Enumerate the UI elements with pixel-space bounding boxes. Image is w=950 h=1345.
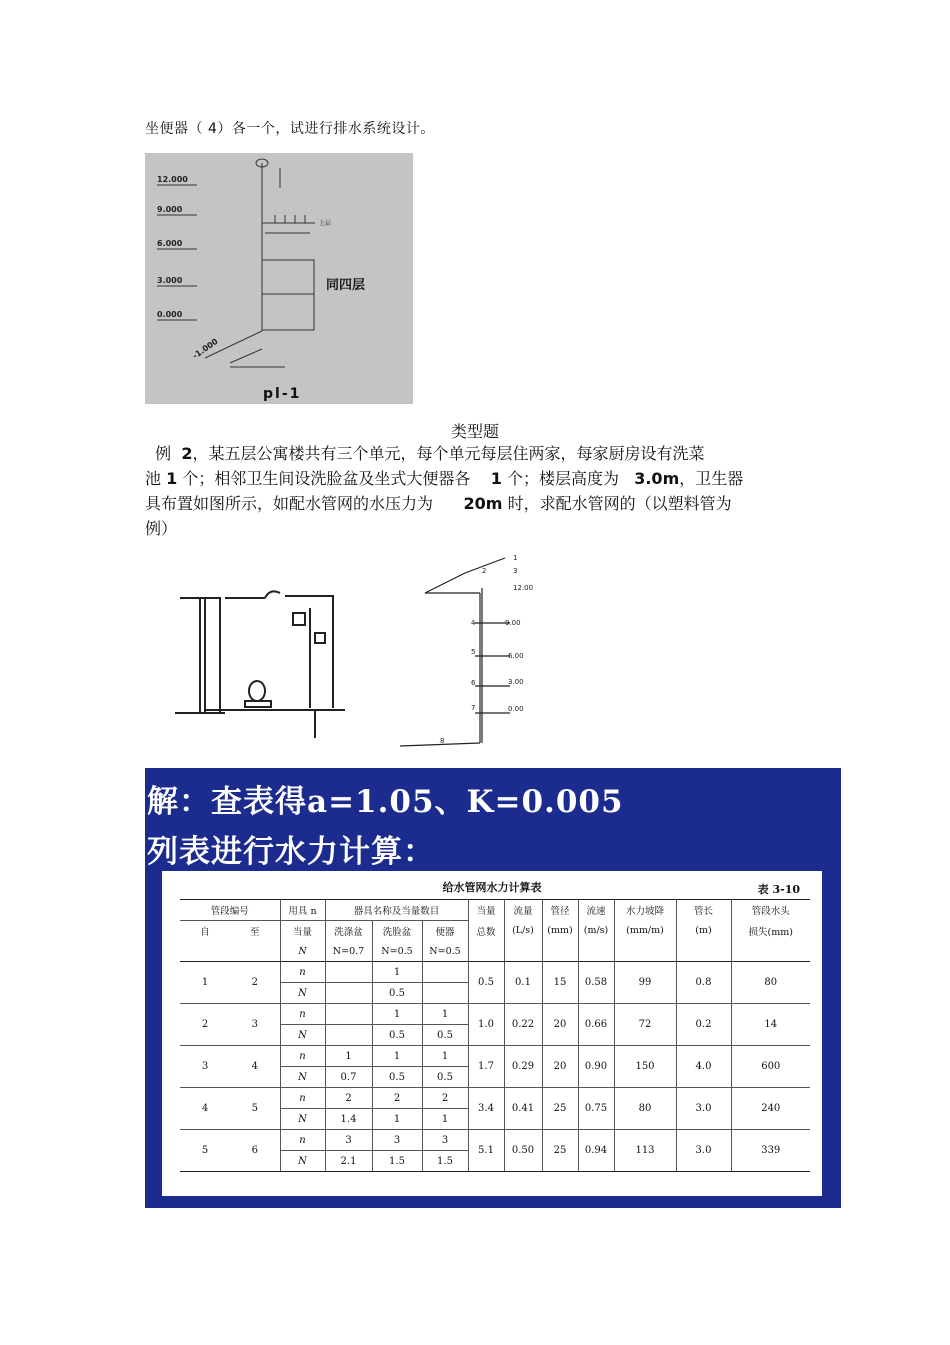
cell-vel: 0.66 — [578, 1004, 614, 1046]
problem-text-part: 个；楼层高度为 — [506, 469, 619, 488]
cell-basin-N: 0.5 — [372, 1067, 422, 1088]
slide-title: 解：查表得a=1.05、K=0.005 — [147, 784, 624, 820]
cell-sink-N — [325, 1025, 372, 1046]
th-loss: 管段水头 — [731, 900, 810, 921]
table-row — [180, 1088, 810, 1109]
problem-text-part: 1 — [166, 469, 178, 488]
cell-total: 3.4 — [468, 1088, 504, 1130]
cell-sink-N: 2.1 — [325, 1151, 372, 1172]
cell-toilet-n: 2 — [422, 1088, 468, 1109]
th-vel: 流速 — [578, 900, 614, 921]
section-heading: 类型题 — [450, 422, 499, 441]
cell-sink-N: 0.7 — [325, 1067, 372, 1088]
problem-text-part: ，某五层公寓楼共有三个单元，每个单元每层住两家，每家厨房设有洗菜 — [192, 444, 705, 463]
th-basin-n: N=0.5 — [372, 941, 422, 962]
cell-vel: 0.58 — [578, 962, 614, 1004]
cell-sink-n — [325, 1004, 372, 1025]
cell-to: 5 — [230, 1088, 280, 1130]
cell-slope: 113 — [614, 1130, 676, 1172]
cell-toilet-N: 1 — [422, 1109, 468, 1130]
th-to: 至 — [230, 921, 280, 942]
cell-N: N — [280, 1025, 325, 1046]
table-row — [180, 962, 810, 983]
cell-from: 5 — [180, 1130, 230, 1172]
cell-toilet-n: 1 — [422, 1046, 468, 1067]
drainage-riser-drawing — [145, 153, 413, 404]
cell-dia: 20 — [542, 1046, 578, 1088]
th-dia: 管径 — [542, 900, 578, 921]
problem-text-part: 例） — [145, 519, 178, 538]
cell-toilet-n: 3 — [422, 1130, 468, 1151]
cell-to: 6 — [230, 1130, 280, 1172]
cell-len: 4.0 — [676, 1046, 731, 1088]
same-floor-label: 同四层 — [326, 278, 366, 293]
level-label: 3.000 — [157, 276, 183, 285]
level-label: 3.00 — [508, 678, 524, 686]
level-label: 12.000 — [157, 175, 188, 184]
cell-vel: 0.75 — [578, 1088, 614, 1130]
cell-total: 1.7 — [468, 1046, 504, 1088]
cell-flow: 0.29 — [504, 1046, 542, 1088]
table-row — [180, 1004, 810, 1025]
cell-from: 2 — [180, 1004, 230, 1046]
problem-text-part: 1 — [490, 469, 502, 488]
th-from: 自 — [180, 921, 230, 942]
cell-dia: 25 — [542, 1130, 578, 1172]
supply-riser-drawing — [395, 548, 550, 753]
th-equiv-sym: N — [280, 941, 325, 962]
bathroom-plan-figure — [175, 548, 365, 748]
th-sink: 洗涤盆 — [325, 921, 372, 942]
problem-text-part: 20m — [463, 494, 503, 513]
cell-toilet-N: 1.5 — [422, 1151, 468, 1172]
problem-text-part: 具布置如图所示，如配水管网的水压力为 — [145, 494, 434, 513]
cell-flow: 0.1 — [504, 962, 542, 1004]
cell-dia: 20 — [542, 1004, 578, 1046]
cell-sink-n: 1 — [325, 1046, 372, 1067]
level-label: 0.00 — [508, 705, 524, 713]
cell-n: n — [280, 962, 325, 983]
cell-loss: 339 — [731, 1130, 810, 1172]
cell-flow: 0.41 — [504, 1088, 542, 1130]
th-sink-n: N=0.7 — [325, 941, 372, 962]
th-len: 管长 — [676, 900, 731, 921]
cell-basin-n: 1 — [372, 1004, 422, 1025]
cell-basin-N: 0.5 — [372, 1025, 422, 1046]
cell-toilet-n: 1 — [422, 1004, 468, 1025]
cell-N: N — [280, 1151, 325, 1172]
problem-text-part: 2 — [181, 444, 193, 463]
th-toilet: 便器 — [422, 921, 468, 942]
upper-floor-label: 上层 — [319, 220, 332, 227]
level-label: 6.000 — [157, 239, 183, 248]
node-label: 2 — [482, 567, 487, 575]
solution-slide — [145, 768, 841, 1208]
th-equiv: 当量 — [280, 921, 325, 942]
drainage-riser-figure — [145, 153, 413, 404]
level-label: 9.000 — [157, 205, 183, 214]
cell-sink-n: 2 — [325, 1088, 372, 1109]
cell-loss: 240 — [731, 1088, 810, 1130]
cell-toilet-N: 0.5 — [422, 1025, 468, 1046]
pipe-label: pl-1 — [263, 386, 302, 402]
node-label: 4 — [471, 619, 476, 627]
problem-text-part: 池 — [145, 469, 162, 488]
cell-total: 5.1 — [468, 1130, 504, 1172]
cell-flow: 0.50 — [504, 1130, 542, 1172]
cell-len: 3.0 — [676, 1130, 731, 1172]
table-row — [180, 1130, 810, 1151]
hydraulic-calc-table — [180, 899, 810, 1172]
cell-total: 0.5 — [468, 962, 504, 1004]
th-flow: 流量 — [504, 900, 542, 921]
cell-n: n — [280, 1130, 325, 1151]
level-label: 9.00 — [505, 619, 521, 627]
level-label: -1.000 — [190, 336, 220, 361]
th-basin: 洗脸盆 — [372, 921, 422, 942]
cell-slope: 99 — [614, 962, 676, 1004]
slide-subtitle: 列表进行水力计算： — [147, 834, 435, 870]
th-dia-2: (mm) — [542, 921, 578, 942]
cell-n: n — [280, 1004, 325, 1025]
cell-vel: 0.94 — [578, 1130, 614, 1172]
cell-basin-N: 0.5 — [372, 983, 422, 1004]
level-label: 12.00 — [513, 584, 534, 592]
th-toilet-n: N=0.5 — [422, 941, 468, 962]
calc-table-panel — [162, 871, 822, 1196]
cell-len: 0.8 — [676, 962, 731, 1004]
cell-toilet-n — [422, 962, 468, 983]
th-slope: 水力坡降 — [614, 900, 676, 921]
problem-text-part: ，卫生器 — [679, 469, 744, 488]
cell-n: n — [280, 1046, 325, 1067]
th-len-2: (m) — [676, 921, 731, 942]
th-flow-2: (L/s) — [504, 921, 542, 942]
cell-basin-N: 1.5 — [372, 1151, 422, 1172]
problem-text-part: 个；相邻卫生间设洗脸盆及坐式大便器各 — [182, 469, 471, 488]
node-label: 7 — [471, 704, 476, 712]
th-fixture: 用具 n — [280, 900, 325, 921]
problem-text — [145, 441, 825, 541]
cell-N: N — [280, 1067, 325, 1088]
cell-to: 4 — [230, 1046, 280, 1088]
cell-loss: 600 — [731, 1046, 810, 1088]
cell-basin-N: 1 — [372, 1109, 422, 1130]
cell-sink-N: 1.4 — [325, 1109, 372, 1130]
bathroom-plan-drawing — [175, 548, 365, 748]
th-total: 当量 — [468, 900, 504, 921]
cell-N: N — [280, 1109, 325, 1130]
cell-dia: 15 — [542, 962, 578, 1004]
th-slope-2: (mm/m) — [614, 921, 676, 942]
supply-riser-figure — [395, 548, 550, 753]
th-segment: 管段编号 — [180, 900, 280, 921]
cell-toilet-N: 0.5 — [422, 1067, 468, 1088]
level-label: 0.000 — [157, 310, 183, 319]
table-title: 给水管网水力计算表 — [442, 881, 542, 894]
cell-vel: 0.90 — [578, 1046, 614, 1088]
intro-line: 坐便器（ 4）各一个，试进行排水系统设计。 — [145, 121, 435, 137]
th-total-2: 总数 — [468, 921, 504, 942]
cell-total: 1.0 — [468, 1004, 504, 1046]
node-label: 6 — [471, 679, 476, 687]
table-number: 表 3-10 — [757, 883, 800, 896]
cell-sink-n: 3 — [325, 1130, 372, 1151]
node-label: 5 — [471, 648, 476, 656]
th-fixtures-group: 器具名称及当量数目 — [325, 900, 468, 921]
table-row — [180, 1046, 810, 1067]
problem-text-part: 例 — [155, 444, 172, 463]
node-label: 3 — [513, 567, 518, 575]
cell-slope: 72 — [614, 1004, 676, 1046]
node-label: 8 — [440, 737, 445, 745]
cell-sink-N — [325, 983, 372, 1004]
cell-len: 3.0 — [676, 1088, 731, 1130]
th-loss-2: 损失(mm) — [748, 926, 793, 938]
cell-N: N — [280, 983, 325, 1004]
level-label: 6.00 — [508, 652, 524, 660]
cell-from: 3 — [180, 1046, 230, 1088]
problem-text-part: 时，求配水管网的（以塑料管为 — [507, 494, 732, 513]
cell-flow: 0.22 — [504, 1004, 542, 1046]
cell-to: 3 — [230, 1004, 280, 1046]
cell-basin-n: 1 — [372, 962, 422, 983]
th-vel-2: (m/s) — [578, 921, 614, 942]
cell-toilet-N — [422, 983, 468, 1004]
cell-len: 0.2 — [676, 1004, 731, 1046]
cell-basin-n: 2 — [372, 1088, 422, 1109]
cell-sink-n — [325, 962, 372, 983]
cell-loss: 80 — [764, 977, 778, 988]
cell-from: 4 — [180, 1088, 230, 1130]
problem-text-part: 3.0m — [634, 469, 680, 488]
cell-from: 1 — [201, 977, 209, 988]
cell-basin-n: 1 — [372, 1046, 422, 1067]
cell-basin-n: 3 — [372, 1130, 422, 1151]
cell-n: n — [280, 1088, 325, 1109]
cell-dia: 25 — [542, 1088, 578, 1130]
cell-slope: 150 — [614, 1046, 676, 1088]
cell-slope: 80 — [614, 1088, 676, 1130]
cell-to: 2 — [230, 962, 280, 1004]
node-label: 1 — [513, 554, 518, 562]
cell-loss: 14 — [731, 1004, 810, 1046]
